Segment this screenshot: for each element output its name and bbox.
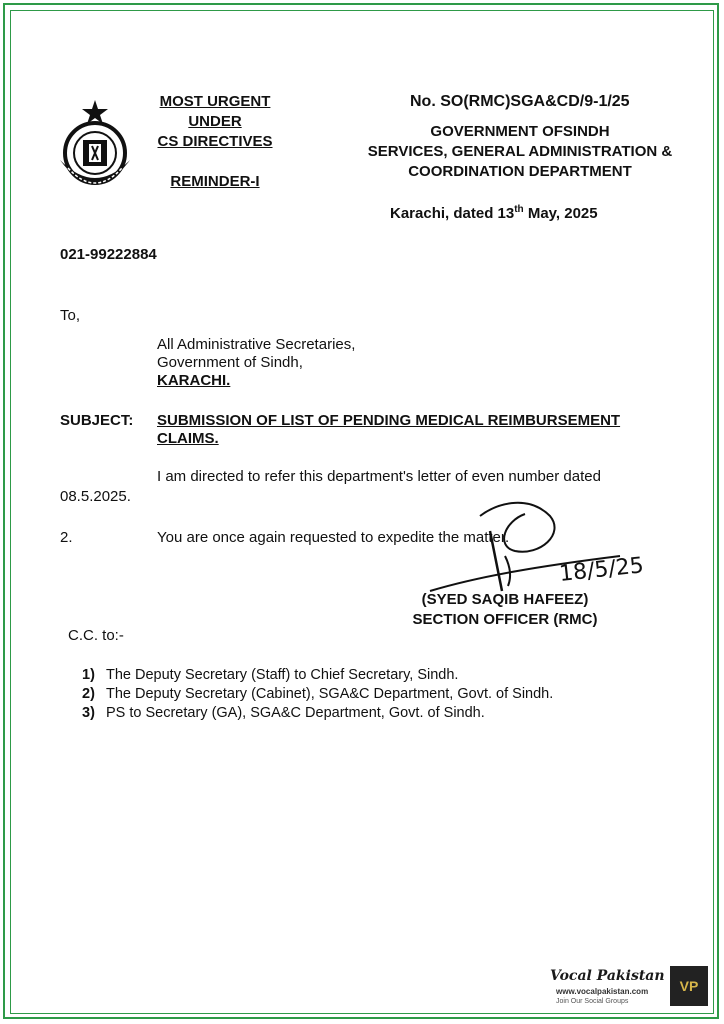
department-line2: COORDINATION DEPARTMENT — [408, 163, 632, 180]
cc-item-number: 3) — [82, 705, 95, 721]
government-name: GOVERNMENT OFSINDH — [430, 123, 610, 140]
subject-label: SUBJECT: — [60, 412, 134, 429]
date-suffix: May, 2025 — [523, 205, 598, 222]
priority-block — [140, 92, 290, 192]
list-item — [82, 685, 553, 704]
file-number: No. SO(RMC)SGA&CD/9-1/25 — [410, 93, 630, 110]
date-sup: th — [514, 204, 524, 215]
priority-line3: CS DIRECTIVES — [157, 133, 273, 150]
priority-line1: MOST URGENT — [159, 93, 271, 110]
list-item — [82, 704, 553, 723]
watermark-social: Join Our Social Groups — [556, 998, 629, 1005]
priority-line2: UNDER — [188, 113, 242, 130]
reminder-label: REMINDER-I — [170, 173, 260, 190]
signature-block — [390, 590, 620, 630]
cc-list — [82, 666, 553, 723]
cc-item-text: The Deputy Secretary (Staff) to Chief Secretary, Sindh. — [106, 667, 459, 683]
watermark-title: Vocal Pakistan — [550, 968, 665, 984]
paragraph-2-number: 2. — [60, 529, 73, 546]
list-item — [82, 666, 553, 685]
recipient-address — [157, 336, 355, 390]
address-line2: Government of Sindh, — [157, 354, 303, 371]
letter-date — [390, 200, 710, 224]
phone-number: 021-99222884 — [60, 246, 157, 263]
cc-item-number: 2) — [82, 686, 95, 702]
cc-item-number: 1) — [82, 667, 95, 683]
department-line1: SERVICES, GENERAL ADMINISTRATION & — [367, 143, 673, 160]
watermark-logo-icon: VP — [670, 966, 708, 1006]
letterhead — [330, 92, 710, 224]
address-line3: KARACHI. — [157, 372, 231, 389]
cc-item-text: PS to Secretary (GA), SGA&C Department, Govt. of Sindh. — [106, 705, 485, 721]
government-emblem-icon — [52, 98, 138, 198]
subject-text: SUBMISSION OF LIST OF PENDING MEDICAL REIMBURSEMENT CLAIMS. — [157, 412, 621, 447]
address-line1: All Administrative Secretaries, — [157, 336, 356, 353]
paragraph-1-text: I am directed to refer this department's letter of even number dated 08.5.2025. — [60, 468, 601, 505]
officer-title: SECTION OFFICER (RMC) — [412, 611, 598, 628]
officer-name: (SYED SAQIB HAFEEZ) — [421, 591, 589, 608]
date-prefix: Karachi, dated 13 — [390, 205, 515, 222]
cc-item-text: The Deputy Secretary (Cabinet), SGA&C Department, Govt. of Sindh. — [106, 686, 554, 702]
signature-date: 18/5/25 — [558, 553, 645, 587]
paragraph-2-text: You are once again requested to expedite the matter. — [157, 529, 510, 546]
to-label: To, — [60, 307, 81, 324]
cc-label: C.C. to:- — [68, 627, 124, 644]
watermark-url: www.vocalpakistan.com — [556, 987, 649, 996]
